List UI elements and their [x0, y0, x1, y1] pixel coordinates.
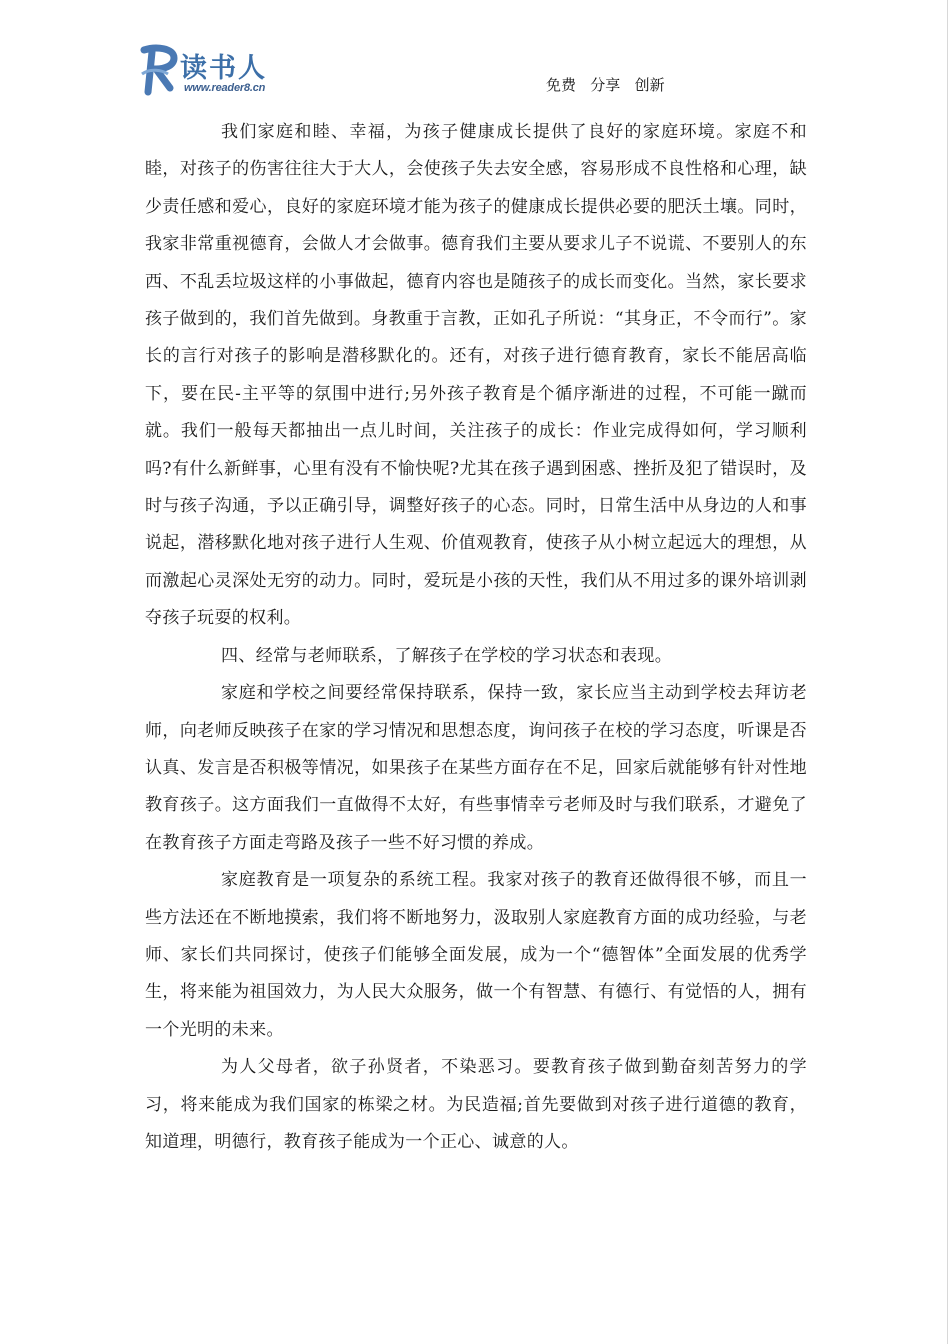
paragraph-family-environment: 我们家庭和睦、幸福，为孩子健康成长提供了良好的家庭环境。家庭不和睦，对孩子的伤害往往大于大人，会使孩子失去安全感，容易形成不良性格和心理，缺少责任感和爱心，良好的家庭环境才能为孩子的健康成长提供必要的肥沃土壤。同时，我家非常重视德育，会做人才会做事。德育我们主要从要求儿子不说谎、不要别人的东西、不乱丢垃圾这样的小事做起，德育内容也是随孩子的成长而变化。当然，家长要求孩子做到的，我们首先做到。身教重于言教，正如孔子所说：“其身正，不令而行”。家长的言行对孩子的影响是潜移默化的。还有，对孩子进行德育教育，家长不能居高临下，要在民-主平等的氛围中进行;另外孩子教育是个循序渐进的过程，不可能一蹴而就。我们一般每天都抽出一点儿时间，关注孩子的成长：作业完成得如何，学习顺利吗?有什么新鲜事，心里有没有不愉快呢?尤其在孩子遇到困惑、挫折及犯了错误时，及时与孩子沟通，予以正确引导，调整好孩子的心态。同时，日常生活中从身边的人和事说起，潜移默化地对孩子进行人生观、价值观教育，使孩子从小树立起远大的理想，从而激起心灵深处无穷的动力。同时，爱玩是小孩的天性，我们从不用过多的课外培训剥夺孩子玩耍的权利。	[145, 122, 807, 629]
logo-url: www.reader8.cn	[184, 82, 266, 94]
header-slogan: 免费 分享 创新	[546, 76, 665, 94]
paragraph-school-contact: 家庭和学校之间要经常保持联系，保持一致，家长应当主动到学校去拜访老师，向老师反映孩子在家的学习情况和思想态度，询问孩子在校的学习态度，听课是否认真、发言是否积极等情况，如果孩子在某些方面存在不足，回家后就能够有针对性地教育孩子。这方面我们一直做得不太好，有些事情幸亏老师及时与我们联系，才避免了在教育孩子方面走弯路及孩子一些不好习惯的养成。	[145, 683, 807, 853]
reader8-logo	[140, 44, 300, 102]
page-edge-line	[947, 0, 948, 1344]
paragraph-conclusion: 为人父母者，欲子孙贤者，不染恶习。要教育孩子做到勤奋刻苦努力的学习，将来能成为我们国家的栋梁之材。为民造福;首先要做到对孩子进行道德的教育，知道理，明德行，教育孩子能成为一个正心、诚意的人。	[145, 1057, 807, 1152]
paragraph-system-engineering: 家庭教育是一项复杂的系统工程。我家对孩子的教育还做得很不够，而且一些方法还在不断地摸索，我们将不断地努力，汲取别人家庭教育方面的成功经验，与老师、家长们共同探讨，使孩子们能够全面发展，成为一个“德智体”全面发展的优秀学生，将来能为祖国效力，为人民大众服务，做一个有智慧、有德行、有觉悟的人，拥有一个光明的未来。	[145, 870, 807, 1040]
logo-text: 读书人	[180, 53, 267, 84]
logo-r-icon	[140, 44, 184, 98]
section-heading-four: 四、经常与老师联系，了解孩子在学校的学习状态和表现。	[221, 645, 673, 666]
document-body	[145, 114, 807, 1161]
